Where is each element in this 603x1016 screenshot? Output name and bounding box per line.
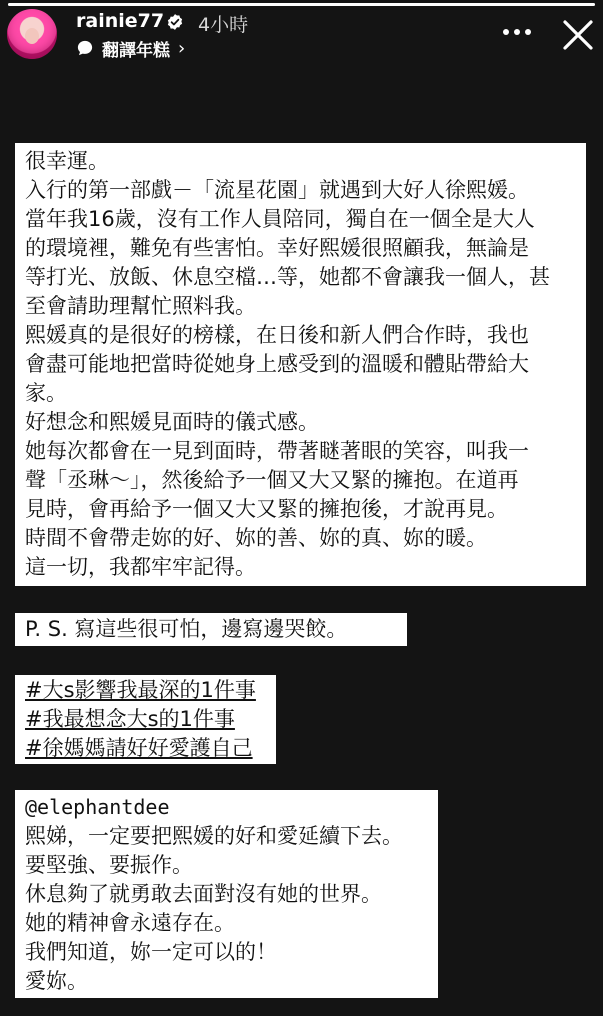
- translate-link[interactable]: [76, 36, 185, 60]
- story-text-card-main: [15, 143, 586, 586]
- text-line: 我們知道，妳一定可以的！: [25, 940, 277, 964]
- chevron-right-icon: ›: [178, 37, 186, 59]
- hashtag-link[interactable]: #大s影響我最深的1件事: [25, 678, 256, 702]
- text-line: 熙媛真的是很好的榜樣，在日後和新人們合作時，我也: [25, 323, 529, 347]
- hashtag-link[interactable]: #我最想念大s的1件事: [25, 707, 235, 731]
- translate-label: 翻譯年糕: [102, 40, 170, 61]
- more-options-button[interactable]: [497, 18, 537, 46]
- text-line: 很幸運。: [25, 149, 109, 173]
- text-line: 當年我16歲，沒有工作人員陪同，獨自在一個全是大人: [25, 207, 535, 231]
- text-line: 這一切，我都牢牢記得。: [25, 555, 256, 579]
- ellipsis-icon: [502, 28, 532, 36]
- story-header: [0, 0, 603, 70]
- text-line: 等打光、放飯、休息空檔…等，她都不會讓我一個人，甚: [25, 265, 550, 289]
- speech-bubble-icon: [76, 39, 94, 57]
- avatar[interactable]: [7, 9, 57, 59]
- text-line: 好想念和熙媛見面時的儀式感。: [25, 410, 319, 434]
- ps-text: P. S. 寫這些很可怕，邊寫邊哭餃。: [25, 617, 348, 641]
- post-time: 4小時: [198, 14, 249, 36]
- text-line: 入行的第一部戲－「流星花園」就遇到大好人徐熙媛。: [25, 178, 529, 202]
- close-icon[interactable]: [558, 15, 598, 55]
- text-line: 要堅強、要振作。: [25, 853, 193, 877]
- text-line: 會盡可能地把當時從她身上感受到的溫暖和體貼帶給大: [25, 352, 529, 376]
- story-text-card-mention: [15, 790, 438, 998]
- story-text-card-ps: [15, 613, 407, 646]
- text-line: 休息夠了就勇敢去面對沒有她的世界。: [25, 882, 382, 906]
- text-line: 家。: [25, 381, 67, 405]
- text-line: 愛妳。: [25, 969, 88, 993]
- hashtag-link[interactable]: #徐媽媽請好好愛護自己: [25, 736, 253, 760]
- story-hashtag-card: [15, 675, 276, 764]
- username[interactable]: rainie77: [76, 10, 165, 32]
- text-line: 的環境裡，難免有些害怕。幸好熙媛很照顧我，無論是: [25, 236, 529, 260]
- text-line: 至會請助理幫忙照料我。: [25, 294, 256, 318]
- text-line: 熙娣，一定要把熙媛的好和愛延續下去。: [25, 824, 403, 848]
- text-line: 見時，會再給予一個又大又緊的擁抱後，才說再見。: [25, 497, 508, 521]
- text-line: 她每次都會在一見到面時，帶著瞇著眼的笑容，叫我一: [25, 439, 529, 463]
- verified-badge-icon: [166, 13, 184, 31]
- text-line: 她的精神會永遠存在。: [25, 911, 235, 935]
- mention-link[interactable]: @elephantdee: [25, 795, 170, 819]
- text-line: 時間不會帶走妳的好、妳的善、妳的真、妳的暖。: [25, 526, 487, 550]
- text-line: 聲「丞琳～」，然後給予一個又大又緊的擁抱。在道再: [25, 468, 519, 492]
